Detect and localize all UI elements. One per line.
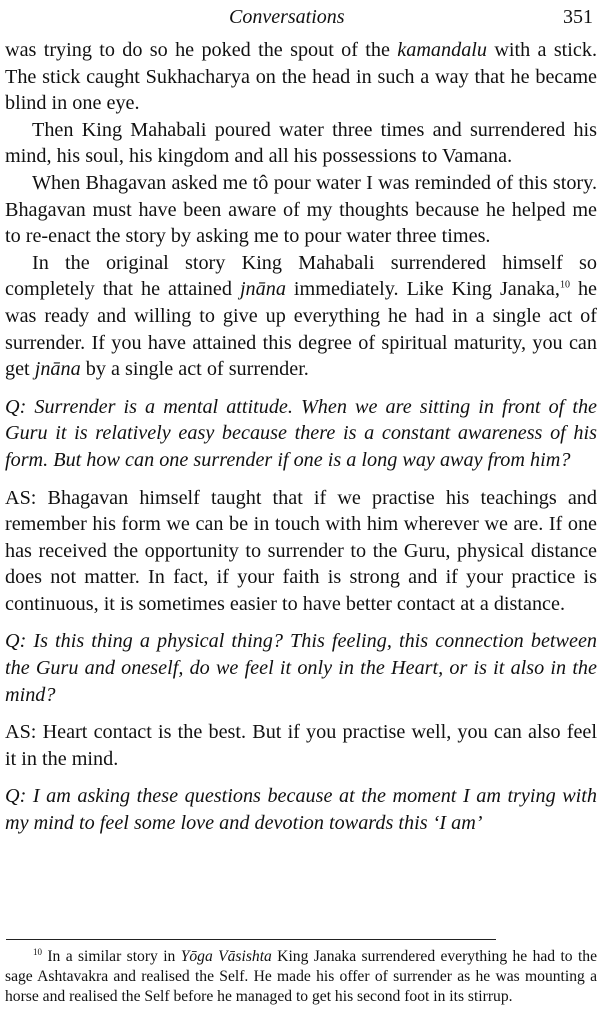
paragraph-pour-water: When Bhagavan asked me tô pour water I was reminded of this story. Bhagavan must have been aware of my thoughts because he helped me to re-enact the story by asking me to pour water three times. xyxy=(5,171,597,248)
italic-term: jnāna xyxy=(34,358,81,381)
footnote-divider xyxy=(6,939,496,940)
paragraph-mahabali: Then King Mahabali poured water three times and surrendered his mind, his soul, his kingdom and all his possessions to Vamana. xyxy=(5,118,597,168)
footnote-reference: 10 xyxy=(559,279,570,291)
paragraph-original-story xyxy=(5,250,597,383)
footnote-mark: 10 xyxy=(33,946,42,957)
page-number: 351 xyxy=(563,6,593,28)
text-run: King Janaka surrendered everything he had to the sage Ashtavakra and realised the Self. He made his offer of surrender as he was mounting a horse and realised the Self before he managed to get his second foot in its stirrup. xyxy=(5,948,597,1006)
text-run: In the original story King Mahabali surrendered himself so completely that he attained xyxy=(5,251,597,301)
italic-term: jnāna xyxy=(239,278,286,301)
answer-heart-contact: AS: Heart contact is the best. But if you practise well, you can also feel it in the mind. xyxy=(5,721,597,770)
footnote xyxy=(5,947,597,1008)
text-run: In a similar story in xyxy=(42,948,181,965)
question-love-devotion: Q: I am asking these questions because at the moment I am trying with my mind to feel some love and devotion towards this ‘I am’ xyxy=(5,785,597,835)
text-run: with a stick. The stick caught Sukhacharya on the head in such a way that he became blind in one eye. xyxy=(5,39,597,115)
question-physical: Q: Is this thing a physical thing? This feeling, this connection between the Guru and oneself, do we feel it only in the Heart, or is it also in the mind? xyxy=(5,630,597,706)
italic-title: Yōga Vāsishta xyxy=(180,948,272,965)
text-run: he was ready and willing to give up everything he had in a single act of surrender. If you have attained this degree of spiritual maturity, you can get xyxy=(5,278,597,381)
text-run: immediately. Like King Janaka, xyxy=(285,278,560,301)
page-header xyxy=(0,4,600,30)
answer-surrender: AS: Bhagavan himself taught that if we practise his teachings and remember his form we can be in touch with him wherever we are. If one has received the opportunity to surrender to the Guru, physical distance does not matter. In fact, if your faith is strong and if your practice is continuous, it is sometimes easier to have better contact at a distance. xyxy=(5,486,597,615)
text-run: was trying to do so he poked the spout of the xyxy=(5,39,398,61)
body-text xyxy=(5,37,597,837)
question-surrender: Q: Surrender is a mental attitude. When we are sitting in front of the Guru it is relatively easy because there is a constant awareness of his form. But how can one surrender if one is a long way away from him? xyxy=(5,395,597,471)
running-title: Conversations xyxy=(229,6,345,28)
paragraph-continuation xyxy=(5,37,597,117)
text-run: by a single act of surrender. xyxy=(80,358,309,381)
italic-term: kamandalu xyxy=(397,39,487,61)
